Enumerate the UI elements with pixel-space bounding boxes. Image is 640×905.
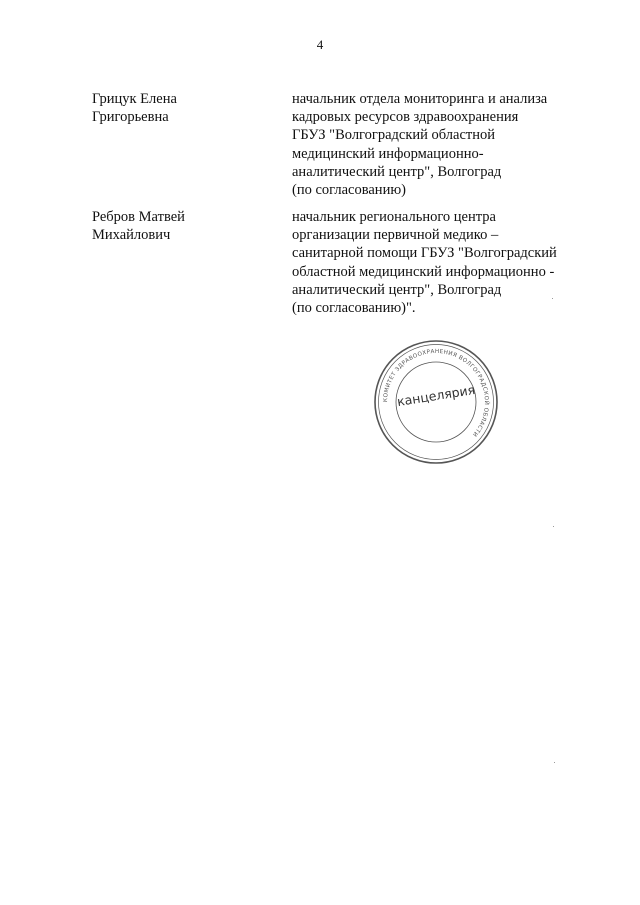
stamp-center-text: канцелярия [395,381,477,410]
scan-speck [553,526,554,527]
member-patronymic: Михайлович [92,227,171,243]
scan-speck [554,762,555,763]
position-line: (по согласованию)". [292,300,416,317]
position-line: начальник регионального центра [292,209,496,225]
position-line: организации первичной медико – [292,227,499,244]
member-position [292,90,612,199]
position-line: кадровых ресурсов здравоохранения [292,109,519,126]
position-line: ГБУЗ "Волгоградский областной [292,127,495,144]
scan-speck [552,298,553,299]
position-line: санитарной помощи ГБУЗ "Волгоградский [292,245,557,262]
member-patronymic: Григорьевна [92,109,169,125]
position-line: медицинский информационно- [292,145,484,162]
member-name [92,90,262,126]
member-name [92,208,262,244]
office-stamp [372,338,500,466]
position-line: начальник отдела мониторинга и анализа [292,91,548,107]
position-line: аналитический центр", Волгоград [292,281,502,298]
member-surname-firstname: Ребров Матвей [92,209,185,225]
position-line: областной медицинский информационно - [292,263,555,280]
position-line: аналитический центр", Волгоград [292,163,502,180]
page-number: 4 [316,37,324,52]
member-position [292,208,612,317]
position-line: (по согласованию) [292,182,406,199]
member-surname-firstname: Грицук Елена [92,91,177,107]
stamp-ring-text: КОМИТЕТ ЗДРАВООХРАНЕНИЯ ВОЛГОГРАДСКОЙ ОБЛАСТИ [382,348,490,438]
